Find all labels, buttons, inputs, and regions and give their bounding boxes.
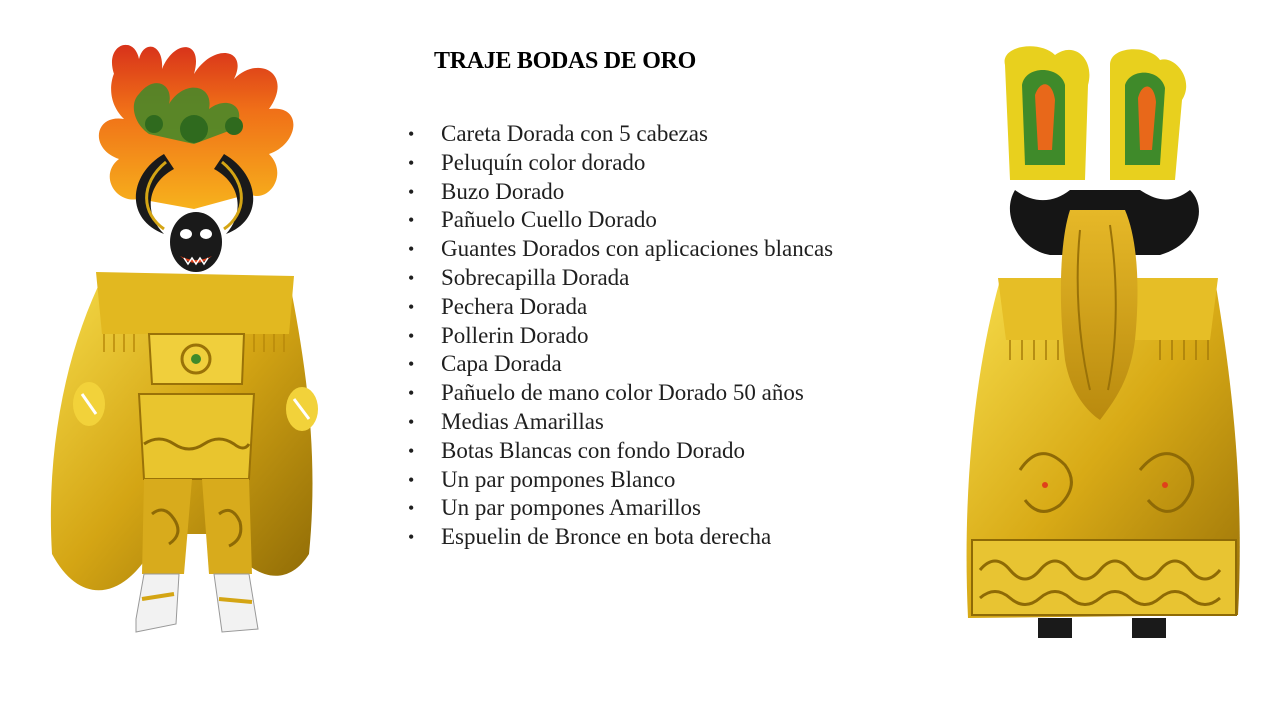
- costume-item-list: [408, 120, 833, 552]
- list-item-text: Buzo Dorado: [441, 178, 565, 204]
- bullet-icon: •: [408, 498, 415, 519]
- costume-back-image: [960, 40, 1250, 645]
- list-item: [408, 149, 833, 178]
- list-item-text: Guantes Dorados con aplicaciones blancas: [441, 236, 834, 262]
- list-item: [408, 437, 833, 466]
- list-item: [408, 379, 833, 408]
- list-item: [408, 494, 833, 523]
- bullet-icon: •: [408, 267, 415, 288]
- list-item-text: Pañuelo Cuello Dorado: [441, 207, 657, 233]
- bullet-icon: •: [408, 383, 415, 404]
- list-item-text: Peluquín color dorado: [441, 149, 646, 175]
- bullet-icon: •: [408, 210, 415, 231]
- list-item: [408, 178, 833, 207]
- list-item: [408, 523, 833, 552]
- list-item-text: Un par pompones Amarillos: [441, 495, 701, 521]
- list-item-text: Careta Dorada con 5 cabezas: [441, 121, 708, 146]
- bullet-icon: •: [408, 296, 415, 317]
- list-item: [408, 206, 833, 235]
- list-item: [408, 293, 833, 322]
- bullet-icon: •: [408, 325, 415, 346]
- list-item-text: Pechera Dorada: [441, 293, 588, 319]
- bullet-icon: •: [408, 354, 415, 375]
- list-item-text: Un par pompones Blanco: [441, 466, 676, 492]
- list-item-text: Pañuelo de mano color Dorado 50 años: [441, 380, 804, 406]
- bullet-icon: •: [408, 124, 415, 144]
- bullet-icon: •: [408, 181, 415, 202]
- list-item: [408, 264, 833, 293]
- list-item: [408, 408, 833, 437]
- bullet-icon: •: [408, 469, 415, 490]
- list-item: [408, 322, 833, 351]
- bullet-icon: •: [408, 152, 415, 173]
- bullet-icon: •: [408, 440, 415, 461]
- bullet-icon: •: [408, 239, 415, 260]
- list-item: [408, 120, 833, 149]
- list-item-text: Sobrecapilla Dorada: [441, 264, 630, 290]
- list-item: [408, 350, 833, 379]
- list-item-text: Espuelin de Bronce en bota derecha: [441, 524, 772, 550]
- page-title: TRAJE BODAS DE ORO: [434, 48, 696, 74]
- bullet-icon: •: [408, 411, 415, 432]
- bullet-icon: •: [408, 527, 415, 548]
- list-item: [408, 235, 833, 264]
- costume-front-image: [44, 34, 324, 644]
- list-item-text: Capa Dorada: [441, 351, 562, 377]
- list-item-text: Botas Blancas con fondo Dorado: [441, 437, 746, 463]
- list-item-text: Medias Amarillas: [441, 408, 604, 434]
- list-item: [408, 466, 833, 495]
- list-item-text: Pollerin Dorado: [441, 322, 589, 348]
